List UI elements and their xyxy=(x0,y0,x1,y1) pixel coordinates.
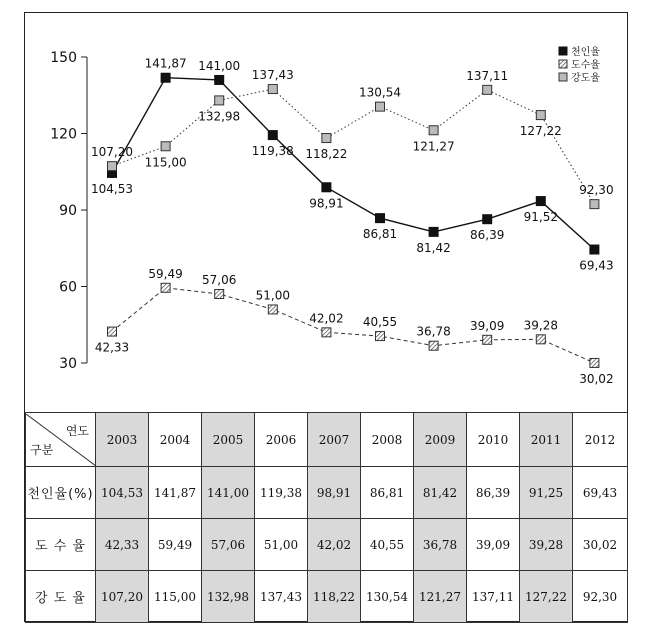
data-label: 137,43 xyxy=(251,68,294,83)
legend-label: 천인율 xyxy=(571,47,600,58)
legend-swatch xyxy=(559,47,567,55)
legend-label: 도수율 xyxy=(571,60,600,71)
data-point xyxy=(215,75,224,84)
y-tick-label: 120 xyxy=(50,126,77,143)
y-tick-label: 60 xyxy=(59,279,77,296)
table-cell: 57,06 xyxy=(202,519,255,571)
table-cell: 119,38 xyxy=(255,467,308,519)
table-cell: 86,81 xyxy=(361,467,414,519)
table-cell: 92,30 xyxy=(573,571,628,623)
table-cell: 132,98 xyxy=(202,571,255,623)
table-cell: 42,33 xyxy=(96,519,149,571)
data-label: 42,02 xyxy=(309,311,344,326)
data-point xyxy=(215,96,224,105)
table-header-row xyxy=(26,413,628,467)
data-point xyxy=(322,328,331,337)
year-header-2006: 2006 xyxy=(255,413,308,467)
data-label: 137,11 xyxy=(466,68,509,83)
table-cell: 42,02 xyxy=(308,519,361,571)
table-cell: 91,25 xyxy=(520,467,573,519)
series-line-2 xyxy=(112,288,594,363)
year-header-2012: 2012 xyxy=(573,413,628,467)
row-label: 천인율(%) xyxy=(26,467,96,519)
table-cell: 69,43 xyxy=(573,467,628,519)
table-cell: 40,55 xyxy=(361,519,414,571)
table-cell: 130,54 xyxy=(361,571,414,623)
data-label: 59,49 xyxy=(148,266,183,281)
data-point xyxy=(322,183,331,192)
table-cell: 86,39 xyxy=(467,467,520,519)
row-label: 도 수 율 xyxy=(26,519,96,571)
table-cell: 118,22 xyxy=(308,571,361,623)
data-point xyxy=(429,341,438,350)
legend-label: 강도율 xyxy=(571,73,600,84)
legend xyxy=(559,45,600,84)
data-label: 57,06 xyxy=(202,272,237,287)
data-point xyxy=(483,335,492,344)
table-cell: 137,43 xyxy=(255,571,308,623)
table-cell: 137,11 xyxy=(467,571,520,623)
legend-swatch xyxy=(559,73,567,81)
data-label: 86,81 xyxy=(362,227,398,242)
data-point xyxy=(215,289,224,298)
corner-category-label: 구분 xyxy=(30,442,54,457)
year-header-2005: 2005 xyxy=(202,413,255,467)
data-label: 39,28 xyxy=(523,318,558,333)
data-point xyxy=(108,327,117,336)
table-cell: 141,00 xyxy=(202,467,255,519)
data-table xyxy=(25,412,628,623)
table-cell: 107,20 xyxy=(96,571,149,623)
data-label: 127,22 xyxy=(519,124,562,139)
data-label: 42,33 xyxy=(94,340,130,355)
y-tick-label: 90 xyxy=(59,203,77,219)
table-cell: 98,91 xyxy=(308,467,361,519)
year-header-2004: 2004 xyxy=(149,413,202,467)
data-label: 81,42 xyxy=(416,240,451,255)
data-point xyxy=(322,134,331,143)
data-point xyxy=(268,305,277,314)
line-chart xyxy=(25,13,629,413)
data-label: 86,39 xyxy=(470,228,505,243)
data-point xyxy=(536,335,545,344)
year-header-2007: 2007 xyxy=(308,413,361,467)
data-point xyxy=(429,126,438,135)
table-cell: 51,00 xyxy=(255,519,308,571)
data-label: 92,30 xyxy=(579,183,614,198)
series-lines xyxy=(112,78,594,363)
y-tick-label: 30 xyxy=(59,356,77,372)
table-cell: 39,09 xyxy=(467,519,520,571)
data-label: 40,55 xyxy=(362,315,398,330)
data-label: 141,00 xyxy=(198,58,241,73)
data-label: 119,38 xyxy=(251,144,294,159)
data-point xyxy=(536,111,545,120)
year-header-2011: 2011 xyxy=(520,413,573,467)
data-point xyxy=(376,332,385,341)
data-point xyxy=(161,73,170,82)
table-cell: 30,02 xyxy=(573,519,628,571)
data-label: 121,27 xyxy=(412,139,455,154)
data-label: 36,78 xyxy=(416,324,451,339)
row-label: 강 도 율 xyxy=(26,571,96,623)
data-point xyxy=(483,85,492,94)
data-label: 30,02 xyxy=(579,371,614,386)
data-point xyxy=(590,358,599,367)
data-point xyxy=(536,197,545,206)
data-label: 98,91 xyxy=(309,196,344,211)
data-label: 141,87 xyxy=(144,56,187,71)
data-label: 115,00 xyxy=(144,155,187,170)
year-header-2003: 2003 xyxy=(96,413,149,467)
data-point xyxy=(376,214,385,223)
data-label: 132,98 xyxy=(198,109,241,124)
corner-year-label: 연도 xyxy=(65,423,89,438)
table-cell: 59,49 xyxy=(149,519,202,571)
data-point xyxy=(268,85,277,94)
table-row xyxy=(26,519,628,571)
y-tick-label: 150 xyxy=(50,50,77,66)
table-cell: 81,42 xyxy=(414,467,467,519)
table-cell: 104,53 xyxy=(96,467,149,519)
table-cell: 121,27 xyxy=(414,571,467,623)
year-header-2009: 2009 xyxy=(414,413,467,467)
table-corner-cell xyxy=(26,413,96,467)
data-label: 118,22 xyxy=(305,147,348,162)
data-point xyxy=(161,142,170,151)
data-point xyxy=(108,162,117,171)
figure-frame xyxy=(24,12,628,622)
table-row xyxy=(26,467,628,519)
table-cell: 127,22 xyxy=(520,571,573,623)
year-header-2008: 2008 xyxy=(361,413,414,467)
series-line-3 xyxy=(112,89,594,204)
table-cell: 39,28 xyxy=(520,519,573,571)
data-label: 91,52 xyxy=(523,210,558,225)
legend-swatch xyxy=(559,60,567,68)
data-point xyxy=(268,131,277,140)
data-point xyxy=(429,227,438,236)
data-point xyxy=(590,200,599,209)
data-point xyxy=(376,102,385,111)
data-point xyxy=(590,245,599,254)
table-row xyxy=(26,571,628,623)
data-label: 51,00 xyxy=(255,288,290,303)
table-cell: 115,00 xyxy=(149,571,202,623)
y-axis xyxy=(50,50,87,372)
year-header-2010: 2010 xyxy=(467,413,520,467)
data-label: 69,43 xyxy=(579,258,614,273)
data-point xyxy=(161,283,170,292)
table-cell: 36,78 xyxy=(414,519,467,571)
data-point xyxy=(483,215,492,224)
data-labels xyxy=(91,57,614,386)
data-label: 39,09 xyxy=(470,318,505,333)
data-label: 107,20 xyxy=(91,145,133,160)
data-label: 130,54 xyxy=(359,85,401,100)
data-label: 104,53 xyxy=(91,181,133,196)
table-cell: 141,87 xyxy=(149,467,202,519)
